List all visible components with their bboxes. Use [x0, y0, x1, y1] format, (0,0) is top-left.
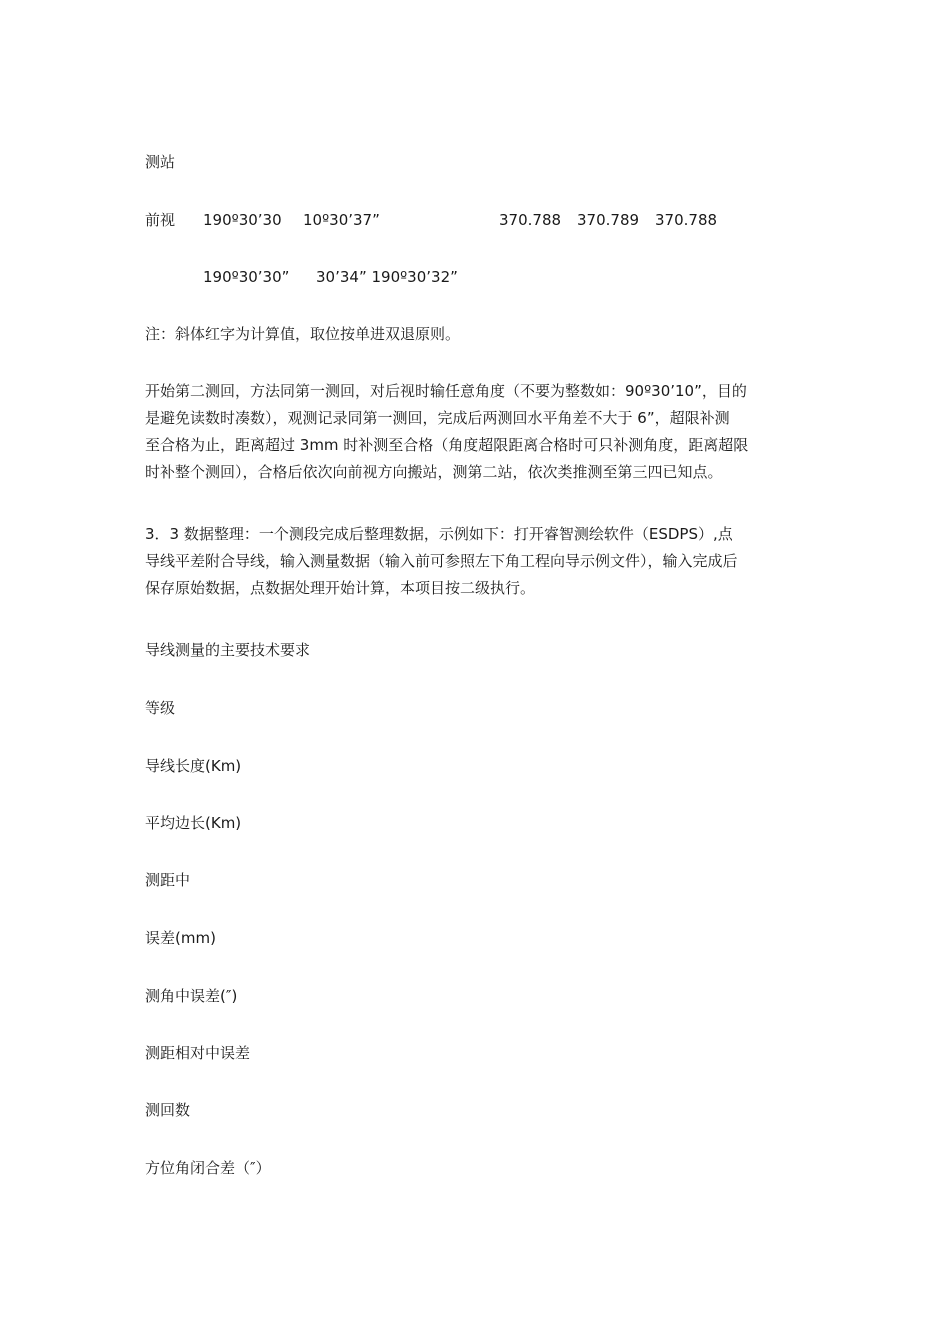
- foresight-label: 前视: [145, 211, 176, 229]
- list-item: 测距相对中误差: [145, 1044, 251, 1062]
- paragraph-line: 时补整个测回），合格后依次向前视方向搬站，测第二站，依次类推测至第三四已知点。: [145, 463, 723, 481]
- station-label: 测站: [145, 153, 176, 171]
- list-item: 误差(mm): [145, 929, 216, 947]
- requirements-title: 导线测量的主要技术要求: [145, 641, 311, 659]
- paragraph-second-round: [145, 378, 810, 486]
- list-item: 导线长度(Km): [145, 757, 242, 775]
- note-text: 注：斜体红字为计算值，取位按单进双退原则。: [145, 325, 461, 343]
- paragraph-line: 是避免读数时凑数），观测记录同第一测回，完成后两测回水平角差不大于 6”，超限补测: [145, 409, 730, 427]
- paragraph-line: 至合格为止，距离超过 3mm 时补测至合格（角度超限距离合格时可只补测角度，距离超限: [145, 436, 749, 454]
- paragraph-data-processing: [145, 521, 810, 602]
- list-item: 测距中: [145, 871, 191, 889]
- second-row-angle: 190º30’30”: [203, 268, 290, 286]
- list-item: 平均边长(Km): [145, 814, 242, 832]
- foresight-angle-2: 10º30’37”: [303, 211, 380, 229]
- second-row-values: 30’34” 190º30’32”: [316, 268, 458, 286]
- list-item: 测回数: [145, 1101, 191, 1119]
- list-item: 测角中误差(″): [145, 987, 238, 1005]
- foresight-distance-3: 370.788: [655, 211, 718, 229]
- paragraph-line: 开始第二测回，方法同第一测回，对后视时输任意角度（不要为整数如：90º30’10”，目的: [145, 382, 747, 400]
- foresight-angle-1: 190º30’30: [203, 211, 282, 229]
- foresight-distance-1: 370.788: [499, 211, 562, 229]
- paragraph-line: 3．3 数据整理：一个测段完成后整理数据，示例如下：打开睿智测绘软件（ESDPS）,点: [145, 525, 733, 543]
- paragraph-line: 导线平差附合导线，输入测量数据（输入前可参照左下角工程向导示例文件），输入完成后: [145, 552, 738, 570]
- paragraph-line: 保存原始数据，点数据处理开始计算，本项目按二级执行。: [145, 579, 536, 597]
- list-item: 方位角闭合差（″）: [145, 1159, 271, 1177]
- list-item: 等级: [145, 699, 176, 717]
- foresight-distance-2: 370.789: [577, 211, 640, 229]
